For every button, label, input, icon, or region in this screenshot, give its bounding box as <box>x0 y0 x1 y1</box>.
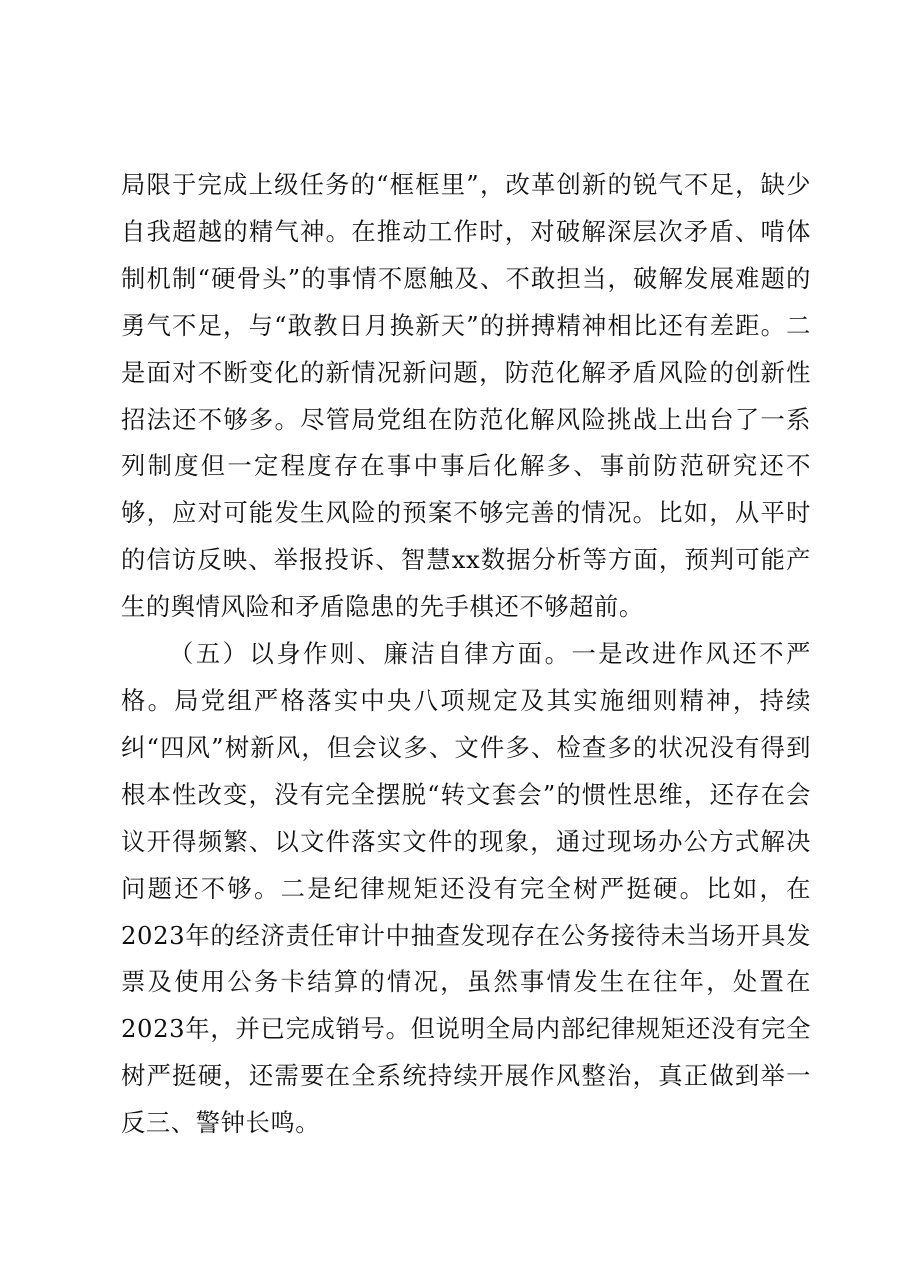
paragraph-continuation: 局限于完成上级任务的“框框里”，改革创新的锐气不足，缺少自我超越的精气神。在推动工作时，对破解深层次矛盾、啃体制机制“硬骨头”的事情不愿触及、不敢担当，破解发展难题的勇气不足，与“敢教日月换新天”的拼搏精神相比还有差距。二是面对不断变化的新情况新问题，防范化解矛盾风险的创新性招法还不够多。尽管局党组在防范化解风险挑战上出台了一系列制度但一定程度存在事中事后化解多、事前防范研究还不够，应对可能发生风险的预案不够完善的情况。比如，从平时的信访反映、举报投诉、智慧xx数据分析等方面，预判可能产生的舆情风险和矛盾隐患的先手棋还不够超前。 <box>121 170 811 622</box>
paragraph-section-five: （五）以身作则、廉洁自律方面。一是改进作风还不严格。局党组严格落实中央八项规定及其实施细则精神，持续纠“四风”树新风，但会议多、文件多、检查多的状况没有得到根本性改变，没有完全摆脱“转文套会”的惯性思维，还存在会议开得频繁、以文件落实文件的现象，通过现场办公方式解决问题还不够。二是纪律规矩还没有完全树严挺硬。比如，在2023年的经济责任审计中抽查发现存在公务接待未当场开具发票及使用公务卡结算的情况，虽然事情发生在往年，处置在2023年，并已完成销号。但说明全局内部纪律规矩还没有完全树严挺硬，还需要在全系统持续开展作风整治，真正做到举一反三、警钟长鸣。 <box>121 639 811 1138</box>
document-body <box>121 162 811 1147</box>
